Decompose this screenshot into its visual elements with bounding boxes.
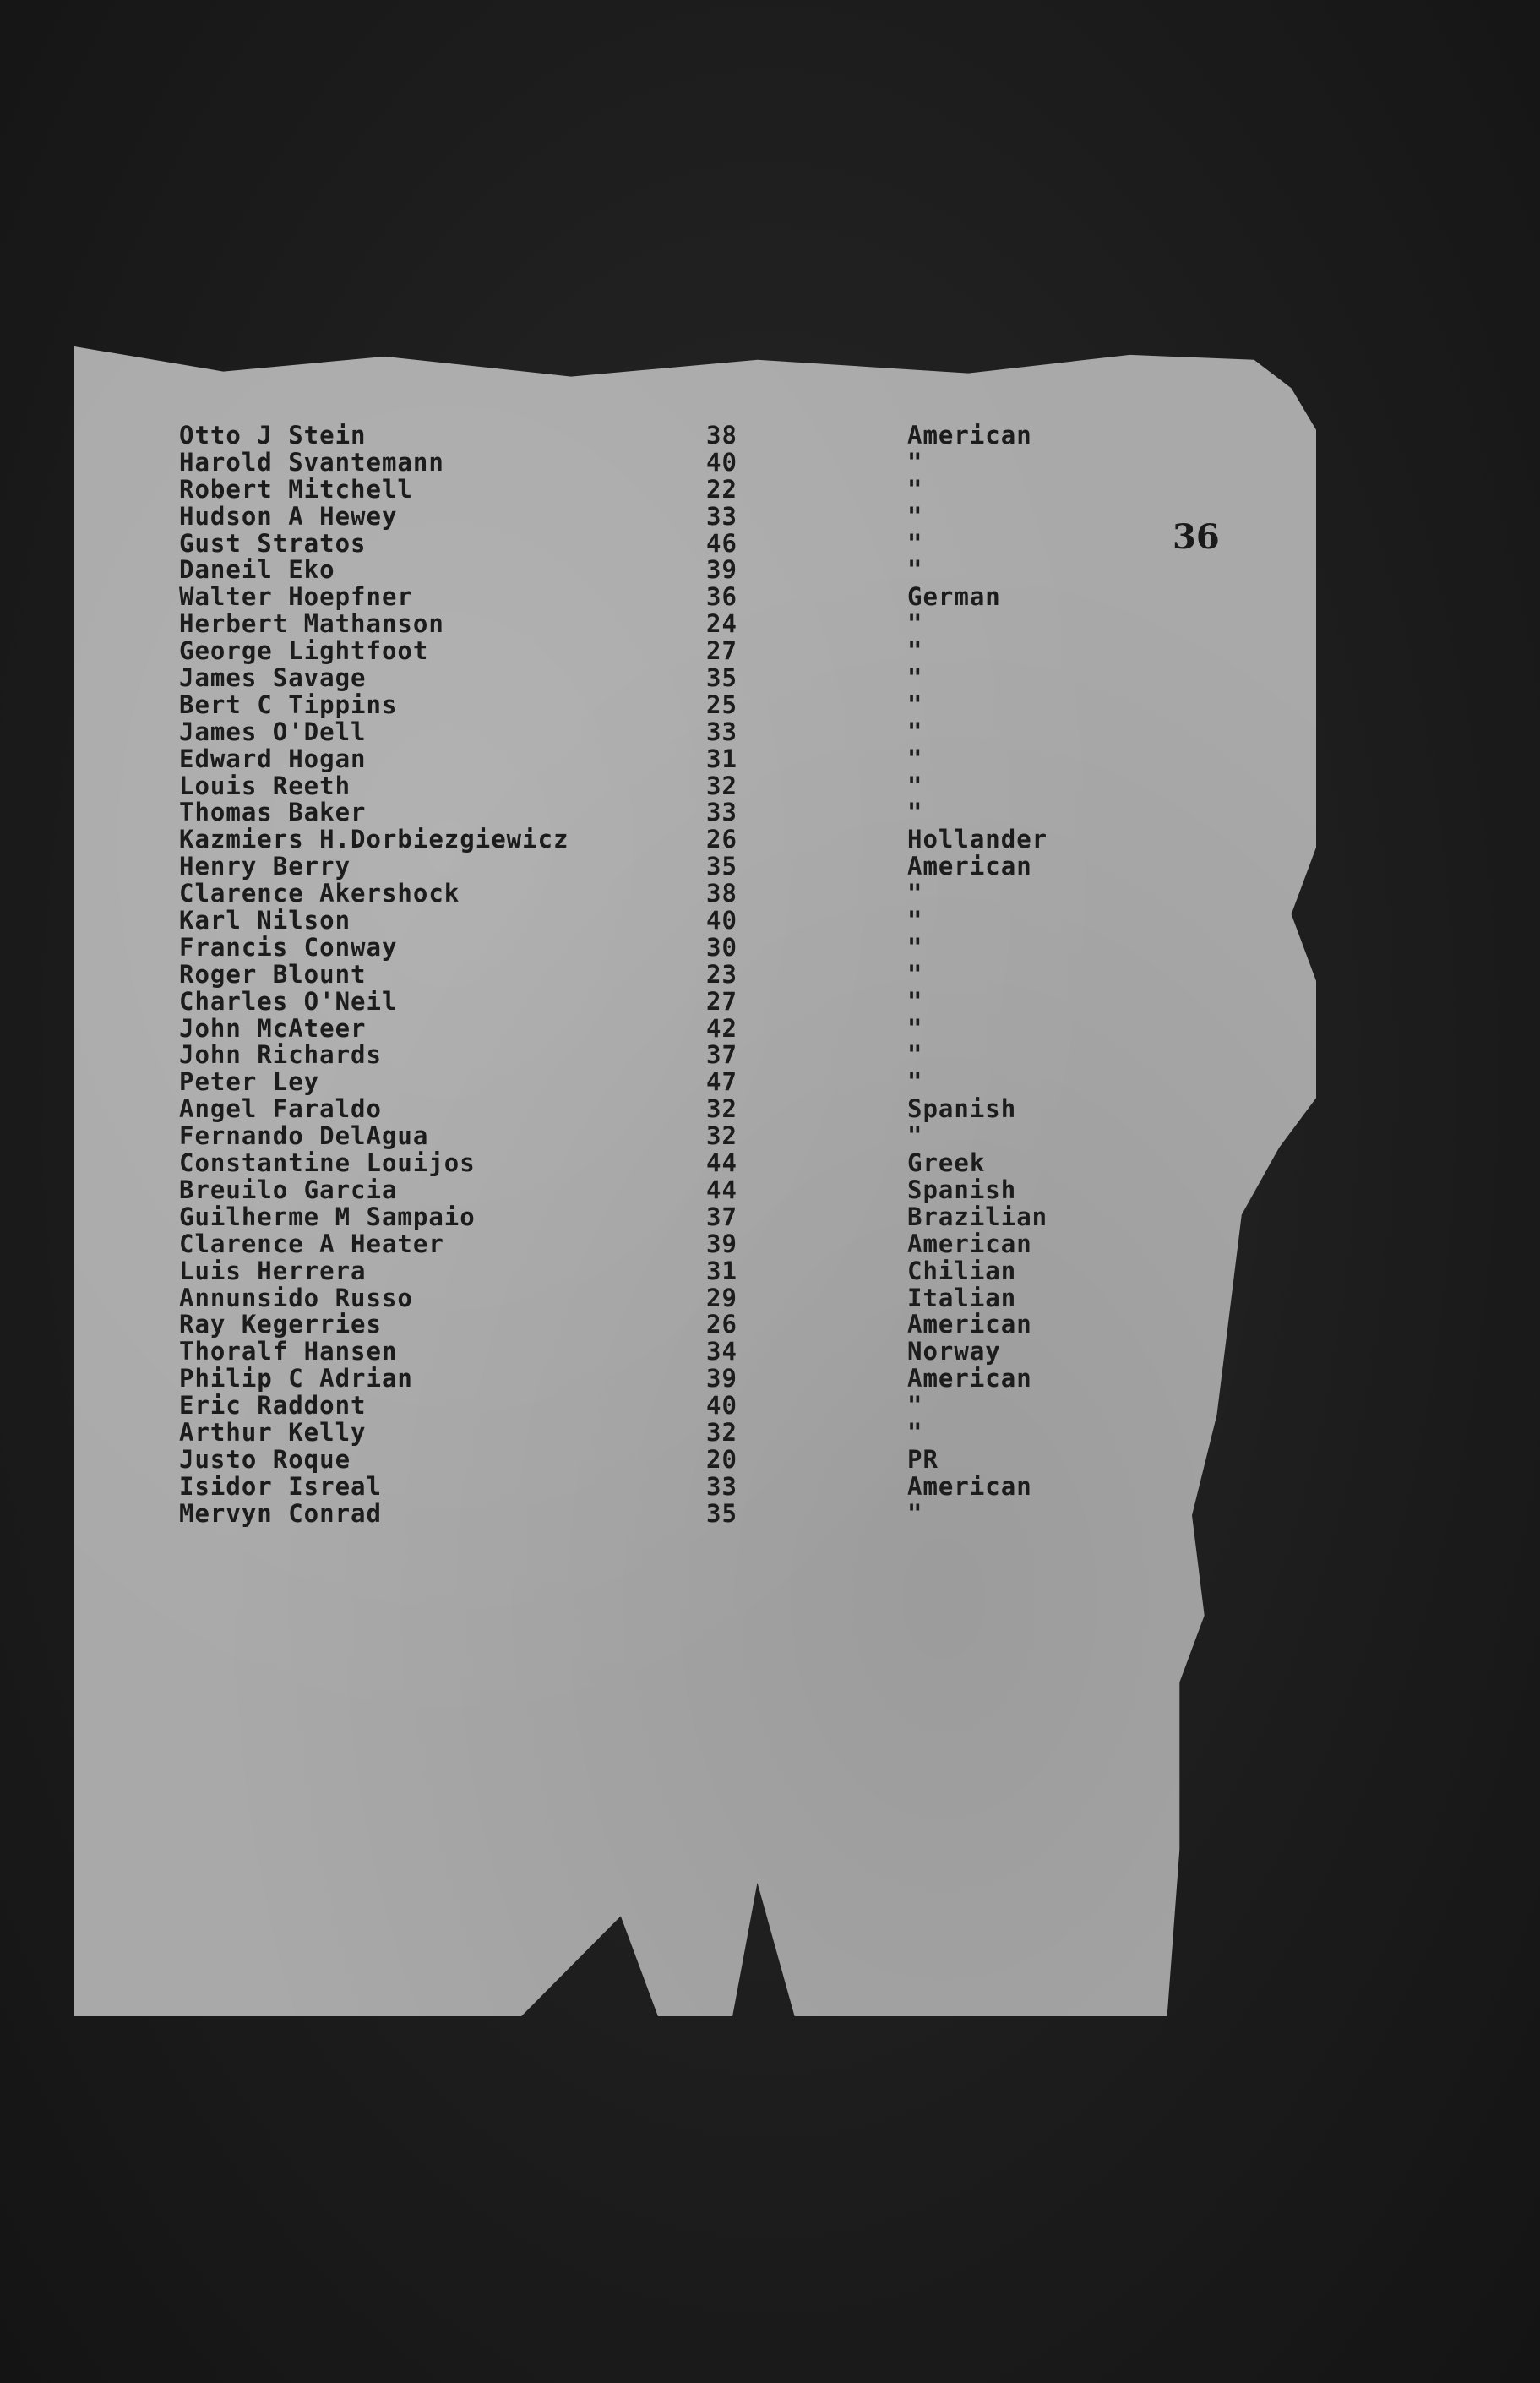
crew-age: 32 [706,1094,737,1124]
crew-nationality: American [907,1229,1032,1258]
roster-row [179,1177,1066,1204]
crew-age: 27 [706,986,737,1016]
crew-name: Roger Blount [179,959,367,989]
crew-name: Robert Mitchell [179,474,413,504]
crew-age: 35 [706,1498,737,1528]
crew-name: Ray Kegerries [179,1310,382,1339]
crew-name: Luis Herrera [179,1256,367,1285]
crew-name: John McAteer [179,1013,367,1043]
crew-name: Philip C Adrian [179,1364,413,1393]
crew-age: 26 [706,825,737,854]
roster-row [179,1311,1066,1339]
crew-nationality: " [907,906,923,935]
crew-nationality: " [907,663,923,693]
roster-row [179,1417,1066,1447]
crew-name: Otto J Stein [179,421,367,450]
roster-row [179,959,1066,989]
roster-row [179,1258,1066,1285]
crew-age: 25 [706,690,737,719]
crew-age: 38 [706,879,737,908]
crew-age: 44 [706,1148,737,1178]
crew-nationality: " [907,986,923,1016]
crew-nationality: Chilian [907,1256,1017,1285]
crew-nationality: " [907,1121,923,1151]
crew-name: Henry Berry [179,852,351,881]
crew-nationality: " [907,1013,923,1043]
roster-row [179,1366,1066,1393]
crew-name: Daneil Eko [179,555,335,585]
crew-name: Mervyn Conrad [179,1498,382,1528]
crew-age: 38 [706,421,737,450]
roster-row [179,1471,1066,1501]
crew-age: 35 [706,852,737,881]
roster-row [179,826,1066,853]
crew-age: 37 [706,1202,737,1231]
crew-name: Herbert Mathanson [179,609,444,639]
crew-age: 20 [706,1444,737,1474]
crew-name: Kazmiers H.Dorbiezgiewicz [179,825,569,854]
crew-name: Clarence A Heater [179,1229,444,1258]
roster-row [179,799,1066,826]
crew-age: 26 [706,1310,737,1339]
crew-age: 39 [706,555,737,585]
crew-nationality: " [907,744,923,773]
roster-row [179,1123,1066,1150]
crew-nationality: Brazilian [907,1202,1048,1231]
roster-row [179,1204,1066,1231]
crew-nationality: Spanish [907,1175,1017,1204]
crew-nationality: " [907,717,923,746]
crew-nationality: " [907,555,923,585]
crew-name: John Richards [179,1040,382,1070]
crew-nationality: " [907,474,923,504]
crew-name: Justo Roque [179,1444,351,1474]
roster-row [179,1042,1066,1069]
crew-nationality: American [907,1364,1032,1393]
crew-age: 32 [706,771,737,800]
crew-nationality: " [907,609,923,639]
crew-age: 40 [706,447,737,477]
crew-name: Guilherme M Sampaio [179,1202,476,1231]
crew-age: 37 [706,1040,737,1070]
roster-row [179,1096,1066,1123]
crew-name: George Lightfoot [179,636,429,666]
crew-name: Hudson A Hewey [179,501,398,531]
crew-age: 44 [706,1175,737,1204]
roster-row [179,932,1066,962]
roster-row [179,719,1066,746]
crew-name: James Savage [179,663,367,693]
crew-nationality: " [907,798,923,827]
roster-row [179,1150,1066,1177]
roster-row [179,501,1066,531]
crew-age: 32 [706,1417,737,1447]
crew-age: 33 [706,798,737,827]
roster-row [179,692,1066,719]
crew-age: 24 [706,609,737,639]
crew-nationality: " [907,528,923,558]
roster-row [179,1231,1066,1258]
crew-age: 34 [706,1337,737,1366]
crew-name: Louis Reeth [179,771,351,800]
crew-nationality: " [907,1040,923,1070]
crew-age: 33 [706,501,737,531]
crew-nationality: " [907,1498,923,1528]
roster-row [179,584,1066,611]
roster-row [179,908,1066,935]
crew-age: 40 [706,906,737,935]
crew-name: Edward Hogan [179,744,367,773]
crew-nationality: " [907,636,923,666]
roster-row [179,1339,1066,1366]
crew-age: 31 [706,1256,737,1285]
crew-nationality: German [907,582,1001,612]
roster-row [179,1069,1066,1096]
crew-roster [179,423,1066,1528]
roster-row [179,1285,1066,1312]
roster-row [179,638,1066,665]
roster-row [179,853,1066,881]
crew-age: 33 [706,1471,737,1501]
crew-age: 33 [706,717,737,746]
crew-nationality: " [907,1067,923,1097]
crew-name: Isidor Isreal [179,1471,382,1501]
crew-name: James O'Dell [179,717,367,746]
crew-age: 30 [706,932,737,962]
crew-nationality: " [907,1391,923,1421]
crew-age: 46 [706,528,737,558]
crew-nationality: " [907,501,923,531]
crew-age: 22 [706,474,737,504]
crew-age: 27 [706,636,737,666]
crew-nationality: American [907,852,1032,881]
page-number: 36 [1173,517,1220,557]
crew-age: 23 [706,959,737,989]
roster-row [179,423,1066,450]
crew-age: 36 [706,582,737,612]
crew-name: Thoralf Hansen [179,1337,398,1366]
crew-age: 40 [706,1391,737,1421]
roster-row [179,474,1066,504]
crew-name: Francis Conway [179,932,398,962]
roster-row [179,1013,1066,1043]
crew-age: 42 [706,1013,737,1043]
roster-row [179,665,1066,692]
crew-nationality: PR [907,1444,939,1474]
crew-name: Charles O'Neil [179,986,398,1016]
crew-nationality: " [907,771,923,800]
crew-name: Fernando DelAgua [179,1121,429,1151]
roster-row [179,1498,1066,1528]
crew-name: Karl Nilson [179,906,351,935]
crew-age: 39 [706,1364,737,1393]
roster-row [179,746,1066,773]
crew-name: Angel Faraldo [179,1094,382,1124]
roster-row [179,1444,1066,1474]
crew-name: Eric Raddont [179,1391,367,1421]
crew-age: 35 [706,663,737,693]
crew-nationality: " [907,1417,923,1447]
crew-name: Gust Stratos [179,528,367,558]
roster-row [179,557,1066,584]
crew-nationality: Greek [907,1148,986,1178]
crew-name: Constantine Louijos [179,1148,476,1178]
crew-nationality: Hollander [907,825,1048,854]
crew-nationality: " [907,447,923,477]
crew-nationality: Spanish [907,1094,1017,1124]
crew-age: 39 [706,1229,737,1258]
crew-name: Annunsido Russo [179,1283,413,1312]
crew-nationality: Norway [907,1337,1001,1366]
crew-name: Clarence Akershock [179,879,460,908]
roster-row [179,447,1066,477]
crew-age: 32 [706,1121,737,1151]
crew-name: Bert C Tippins [179,690,398,719]
crew-name: Breuilo Garcia [179,1175,398,1204]
crew-age: 29 [706,1283,737,1312]
roster-row [179,611,1066,638]
roster-row [179,1393,1066,1420]
crew-nationality: " [907,690,923,719]
crew-nationality: American [907,1471,1032,1501]
roster-row [179,773,1066,800]
crew-nationality: American [907,1310,1032,1339]
crew-nationality: " [907,932,923,962]
crew-name: Thomas Baker [179,798,367,827]
crew-nationality: " [907,959,923,989]
crew-name: Arthur Kelly [179,1417,367,1447]
roster-row [179,986,1066,1016]
crew-name: Harold Svantemann [179,447,444,477]
crew-nationality: American [907,421,1032,450]
roster-row [179,528,1066,558]
crew-age: 47 [706,1067,737,1097]
crew-age: 31 [706,744,737,773]
crew-name: Walter Hoepfner [179,582,413,612]
crew-nationality: Italian [907,1283,1017,1312]
roster-row [179,881,1066,908]
crew-nationality: " [907,879,923,908]
crew-name: Peter Ley [179,1067,320,1097]
